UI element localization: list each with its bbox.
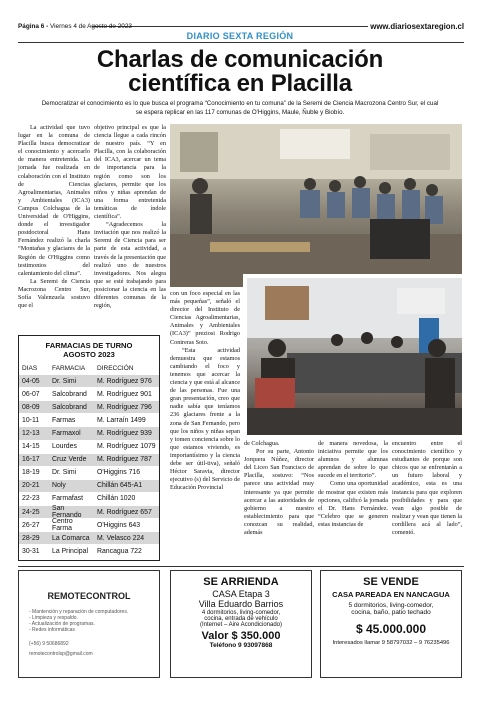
- vende-title: SE VENDE: [363, 576, 419, 588]
- remotecontrol-phone: (+56) 9 50686892: [29, 641, 69, 647]
- row-days: 28-29: [22, 534, 40, 542]
- ads-divider: [18, 566, 464, 567]
- row-address: M. Rodríguez 976: [97, 377, 152, 385]
- row-days: 10-11: [22, 416, 40, 424]
- article-column-1: [18, 124, 90, 332]
- table-row: [19, 466, 159, 479]
- service-item: - Limpieza y respaldo.: [29, 615, 78, 621]
- row-pharmacy: Centro Farma: [52, 518, 73, 533]
- row-days: 20-21: [22, 482, 40, 490]
- paragraph: con un foco especial en las más pequeñas”, señaló el director del Instituto de Ciencias Agroalimentarias, Animales y Ambientales (ICA3)” preziosi Rodrigo Contreras Soto.: [170, 290, 240, 346]
- page-number: Página 6: [18, 23, 45, 30]
- arrienda-line4: cocina, entrada de vehículo: [204, 616, 278, 622]
- paragraph: La Seremi de Ciencia Macrozona Centro Sur, Sofía Valenzuela sostuvo que el: [18, 277, 90, 310]
- vende-price: $ 45.000.000: [355, 622, 427, 636]
- row-days: 30-31: [22, 547, 40, 555]
- header-dias: DIAS: [22, 364, 38, 372]
- row-pharmacy: Farmas: [52, 416, 76, 424]
- row-address: Chillán 645-A1: [97, 482, 143, 490]
- ad-se-arrienda: [170, 570, 312, 678]
- header-farmacia: FARMACIA: [52, 364, 86, 372]
- table-header: [19, 361, 159, 374]
- paragraph: objetivo principal es que la ciencia llegue a cada rincón de nuestro país. “Y en Placilla, con la colaboración del ICA3, acercar un tema de importancia para la región como son los glaciares, permite que los niños y niñas aprendan de una forma entretenida temáticas de índole científica”.: [94, 124, 166, 221]
- paragraph: de manera novedosa, la iniciativa permite que los alumnos y alumnas aprendan de sobre lo que sucede en el territorio”.: [318, 440, 388, 480]
- title-line-2: científica en Placilla: [128, 70, 352, 97]
- service-item: - Actualización de programas.: [29, 621, 95, 627]
- row-days: 04-05: [22, 377, 40, 385]
- article-column-2: [94, 124, 166, 334]
- row-address: O'Higgins 716: [97, 469, 141, 477]
- paragraph: La actividad que tuvo lugar en la comuna de Placilla busca democratizar el conocimiento y acercarlo de manera entretenida. La jornada fue realizada en colaboración con el Instituto de Ciencias Agroalimentarias, Animales y Ambientales (ICA3) Campus Colchagua de la Universidad de O'Higgins, donde el investigador postdoctoral Hans Fernández realizó la charla “Montañas y glaciares de la Región de O'Higgins como testimonios del calentamiento del clima”.: [18, 124, 90, 277]
- paragraph: “Agradecemos la invitación que nos realizó la Seremi de Ciencia para ser parte de esta actividad, a través de la presentación que realizó uno de nuestros investigadores. Nos alegra que se esté trabajando para posicionar la ciencia en las diferentes comunas de la región,: [94, 221, 166, 310]
- article-column-6: [392, 440, 462, 562]
- row-address: M. Rodríguez 901: [97, 390, 152, 398]
- pharmacy-rows: [19, 374, 159, 557]
- row-days: 16-17: [22, 456, 40, 464]
- row-pharmacy: Farmaxol: [52, 430, 81, 438]
- article-photo-classroom: [170, 124, 462, 287]
- article-photo-meeting: [243, 274, 462, 435]
- row-address: M. Rodríguez 796: [97, 403, 152, 411]
- row-pharmacy: La Principal: [52, 547, 89, 555]
- row-pharmacy: Noly: [52, 482, 66, 490]
- row-address: M. Larraín 1499: [97, 416, 146, 424]
- arrienda-price: Valor $ 350.000: [201, 630, 281, 642]
- arrienda-phone: Teléfono 9 93097868: [209, 642, 273, 649]
- header-direccion: DIRECCIÓN: [97, 364, 134, 372]
- table-row: [19, 544, 159, 557]
- table-row: [19, 492, 159, 505]
- vende-line3: cocina, baño, patio techado: [351, 609, 431, 616]
- row-address: Rancagua 722: [97, 547, 142, 555]
- row-pharmacy: San Fernando: [52, 505, 82, 520]
- paragraph: de Colchagua.: [244, 440, 280, 447]
- header-bottom-rule: [18, 42, 464, 43]
- page-info: Página 6 - Viernes 4 de Agosto de 2023: [18, 23, 132, 30]
- paragraph: Como una oportunidad de mostrar que existen más opciones, calificó la jornada el Dr. Hans Fernández. “Celebro que se generen estas instancias de: [318, 480, 388, 528]
- table-row: [19, 518, 159, 531]
- row-address: M. Rodríguez 787: [97, 456, 152, 464]
- row-pharmacy: Lourdes: [52, 443, 77, 451]
- issue-date: Viernes 4 de Agosto de 2023: [49, 23, 132, 30]
- row-pharmacy: Dr. Simi: [52, 469, 77, 477]
- ad-se-vende: [320, 570, 462, 678]
- arrienda-line5: (Internet – Aire Acondicionado): [199, 622, 283, 628]
- ad-remotecontrol: [18, 570, 160, 678]
- pharmacy-schedule-box: [18, 335, 160, 561]
- row-pharmacy: Cruz Verde: [52, 456, 87, 464]
- table-row: [19, 531, 159, 544]
- row-pharmacy: La Comarca: [52, 534, 90, 542]
- arrienda-title: SE ARRIENDA: [203, 576, 279, 588]
- table-row: [19, 374, 159, 387]
- service-item: - Mantención y reparación de computadores.: [29, 609, 129, 615]
- pharmacy-title: [19, 341, 159, 359]
- remotecontrol-logo: REMOTECONTROL: [47, 591, 131, 601]
- table-row: [19, 426, 159, 439]
- arrienda-line2: Villa Eduardo Barrios: [198, 599, 284, 609]
- row-address: Chillán 1020: [97, 495, 136, 503]
- header-rule: [92, 26, 368, 27]
- row-days: 26-27: [22, 521, 40, 529]
- row-days: 24-25: [22, 508, 40, 516]
- vende-line1: CASA PAREADA EN NANCAGUA: [332, 590, 450, 599]
- arrienda-line1: CASA Etapa 3: [212, 589, 270, 599]
- website-url[interactable]: www.diariosextaregion.cl: [370, 22, 464, 31]
- paragraph: Por su parte, Antonio Jorquera Núñez, director del Liceo San Francisco de Placilla, sostuvo: “Nos parece una actividad muy interesante ya que permite acercar a las autoridades de gobierno a nuestro establecimiento para que conozcan su realidad, además: [244, 448, 314, 537]
- article-column-3: [170, 290, 240, 562]
- row-days: 22-23: [22, 495, 40, 503]
- paragraph: encuentro entre el conocimiento científico y estudiantes de porque son chicos que se enfrentarán a un futuro laboral y académico, esta es una instancia para que exploren posibilidades y para que vean algo posible de realizar y vean que tienen la cordillera acá al lado”, comentó.: [392, 440, 462, 537]
- row-pharmacy: Farmafast: [52, 495, 84, 503]
- row-pharmacy: Salcobrand: [52, 403, 87, 411]
- row-days: 06-07: [22, 390, 40, 398]
- row-address: M. Velasco 224: [97, 534, 145, 542]
- table-row: [19, 413, 159, 426]
- row-address: M. Rodríguez 939: [97, 430, 152, 438]
- vende-line2: 5 dormitorios, living-comedor,: [348, 602, 434, 609]
- newspaper-name: DIARIO SEXTA REGIÓN: [186, 31, 294, 41]
- paragraph: “Esta actividad demuestra que estamos cambiando el foco y tenemos que acercar la ciencia y que está al alcance de las personas. Fue una gran presentación, creo que nadie sabía que teníamos 236 glaciares frente a la zona de San Fernando, pero que los niños y niñas sepan y tomen conciencia sobre lo que estamos viviendo, es importantísimo y la ciencia debe ser útil-tiva), señaló Héctor Saravia, director ejecutivo (s) del Servicio de Educación Provincial: [170, 346, 240, 492]
- table-row: [19, 479, 159, 492]
- row-days: 18-19: [22, 469, 40, 477]
- table-row: [19, 400, 159, 413]
- title-line-1: Charlas de comunicación: [96, 46, 384, 73]
- table-row: [19, 387, 159, 400]
- table-row: [19, 505, 159, 518]
- remotecontrol-services: [29, 609, 159, 633]
- pharmacy-title-line-2: AGOSTO 2023: [63, 350, 115, 359]
- vende-contact: Interesados llamar 9 58797032 – 9 76235496: [332, 640, 450, 646]
- row-pharmacy: Salcobrand: [52, 390, 87, 398]
- row-days: 08-09: [22, 403, 40, 411]
- row-pharmacy: Dr. Simi: [52, 377, 77, 385]
- article-column-5: [318, 440, 388, 562]
- row-days: 12-13: [22, 430, 40, 438]
- row-address: O'Higgins 643: [97, 521, 141, 529]
- table-row: [19, 440, 159, 453]
- remotecontrol-email: remotecontrolsp@gmail.com: [29, 651, 93, 657]
- row-address: M. Rodríguez 1079: [97, 443, 156, 451]
- row-address: M. Rodríguez 657: [97, 508, 152, 516]
- row-days: 14-15: [22, 443, 40, 451]
- pharmacy-title-line-1: FARMACIAS DE TURNO: [45, 341, 133, 350]
- table-row: [19, 453, 159, 466]
- article-title: [30, 48, 450, 96]
- article-subtitle: Democratizar el conocimiento es lo que busca el programa “Conocimiento en tu comuna” de la Seremi de Ciencia Macrozona Centro Sur, el cual se espera replicar en las 117 comunas de O'Higgins, Maule, Ñuble y Biobío.: [41, 100, 439, 116]
- article-column-4: [244, 440, 314, 562]
- arrienda-line3: 4 dormitorios, living-comedor,: [201, 610, 281, 616]
- service-item: - Redes informáticas: [29, 627, 75, 633]
